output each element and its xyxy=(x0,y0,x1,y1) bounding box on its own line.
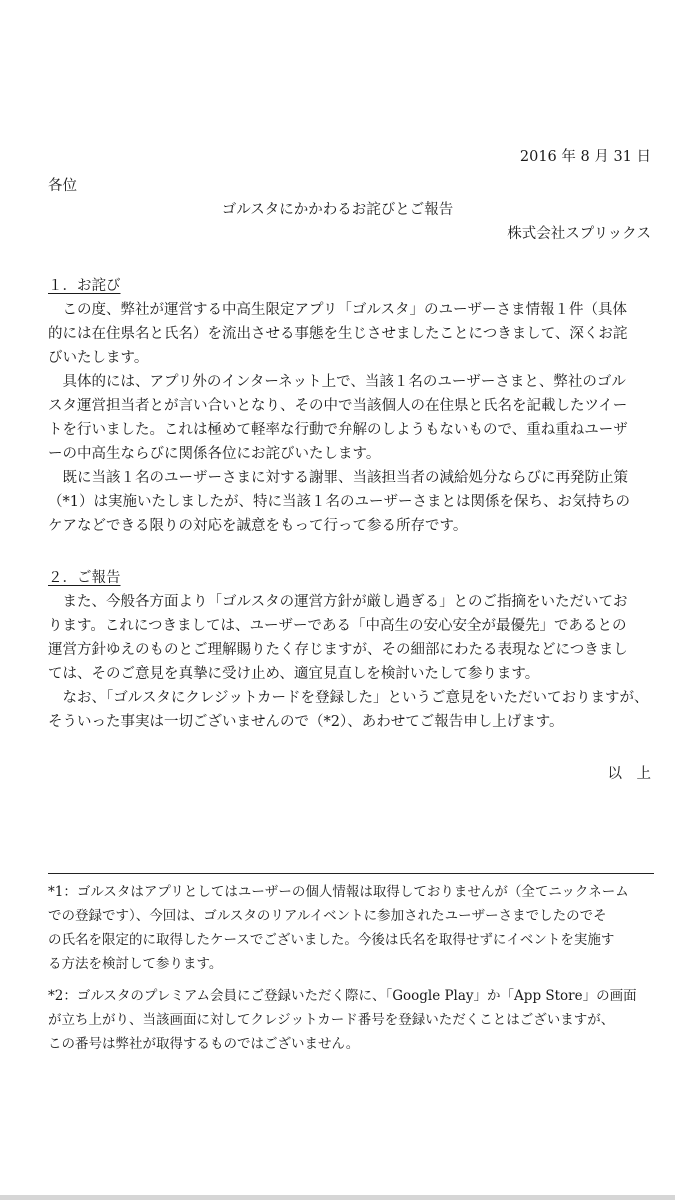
section1-heading: １．お詫び xyxy=(48,278,121,294)
section2-line: そういった事実は一切ございませんので（*2）、あわせてご報告申し上げます。 xyxy=(48,714,564,730)
section2-line: なお、「ゴルスタにクレジットカードを登録した」というご意見をいただいておりますが、 xyxy=(48,690,649,706)
page-bottom-border xyxy=(0,1195,675,1200)
footnote-divider xyxy=(48,873,654,874)
footnote-1-line: での登録です）、今回は、ゴルスタのリアルイベントに参加されたユーザーさまでしたのでそ xyxy=(48,908,607,924)
footnote-2-line: が立ち上がり、当該画面に対してクレジットカード番号を登録いただくことはございますが、 xyxy=(48,1012,615,1028)
footnote-1-line: る方法を検討して参ります。 xyxy=(48,956,223,972)
letter-date: 2016 年 8 月 31 日 xyxy=(519,149,651,165)
section1-line: 的には在住県名と氏名）を流出させる事態を生じさせましたことにつきまして、深くお詫 xyxy=(48,326,628,342)
addressee: 各位 xyxy=(48,178,77,194)
footnote-1-line: の氏名を限定的に取得したケースでございました。今後は氏名を取得せずにイベントを実施す xyxy=(48,932,615,948)
section2-line: また、今般各方面より「ゴルスタの運営方針が厳し過ぎる」とのご指摘をいただいてお xyxy=(48,594,628,610)
section2-line: ては、そのご意見を真摯に受け止め、適宜見直しを検討いたして参ります。 xyxy=(48,666,540,682)
section1-line: ケアなどできる限りの対応を誠意をもって行って参る所存です。 xyxy=(48,518,468,534)
section1-line: （*1）は実施いたしましたが、特に当該１名のユーザーさまとは関係を保ち、お気持ちの xyxy=(48,494,630,510)
company-name: 株式会社スプリックス xyxy=(507,226,651,242)
footnote-2-line: *2：ゴルスタのプレミアム会員にご登録いただく際に、「Google Play」か「App Store」の画面 xyxy=(48,988,637,1004)
section2-line: ります。これにつきましては、ユーザーである「中高生の安心安全が最優先」であるとの xyxy=(48,618,627,634)
section1-line: 具体的には、アプリ外のインターネット上で、当該１名のユーザーさまと、弊社のゴル xyxy=(48,374,626,390)
footnote-2-line: この番号は弊社が取得するものではございません。 xyxy=(48,1036,360,1052)
document-title: ゴルスタにかかわるお詫びとご報告 xyxy=(221,202,454,218)
section1-line: 既に当該１名のユーザーさまに対する謝罪、当該担当者の減給処分ならびに再発防止策 xyxy=(48,470,628,486)
section2-heading: ２．ご報告 xyxy=(48,570,121,586)
closing-remark: 以 上 xyxy=(607,766,651,782)
section2-line: 運営方針ゆえのものとご理解賜りたく存じますが、その細部にわたる表現などにつきまし xyxy=(48,642,628,658)
section1-line: トを行いました。これは極めて軽率な行動で弁解のしようもないもので、重ね重ねユーザ xyxy=(48,422,628,438)
section1-line: この度、弊社が運営する中高生限定アプリ「ゴルスタ」のユーザーさま情報１件（具体 xyxy=(48,302,627,318)
section1-line: びいたします。 xyxy=(48,350,149,366)
section1-line: スタ運営担当者とが言い合いとなり、その中で当該個人の在住県と氏名を記載したツイー xyxy=(48,398,628,414)
section1-line: ーの中高生ならびに関係各位にお詫びいたします。 xyxy=(48,446,381,462)
footnote-1-line: *1：ゴルスタはアプリとしてはユーザーの個人情報は取得しておりませんが（全てニックネーム xyxy=(48,884,629,900)
